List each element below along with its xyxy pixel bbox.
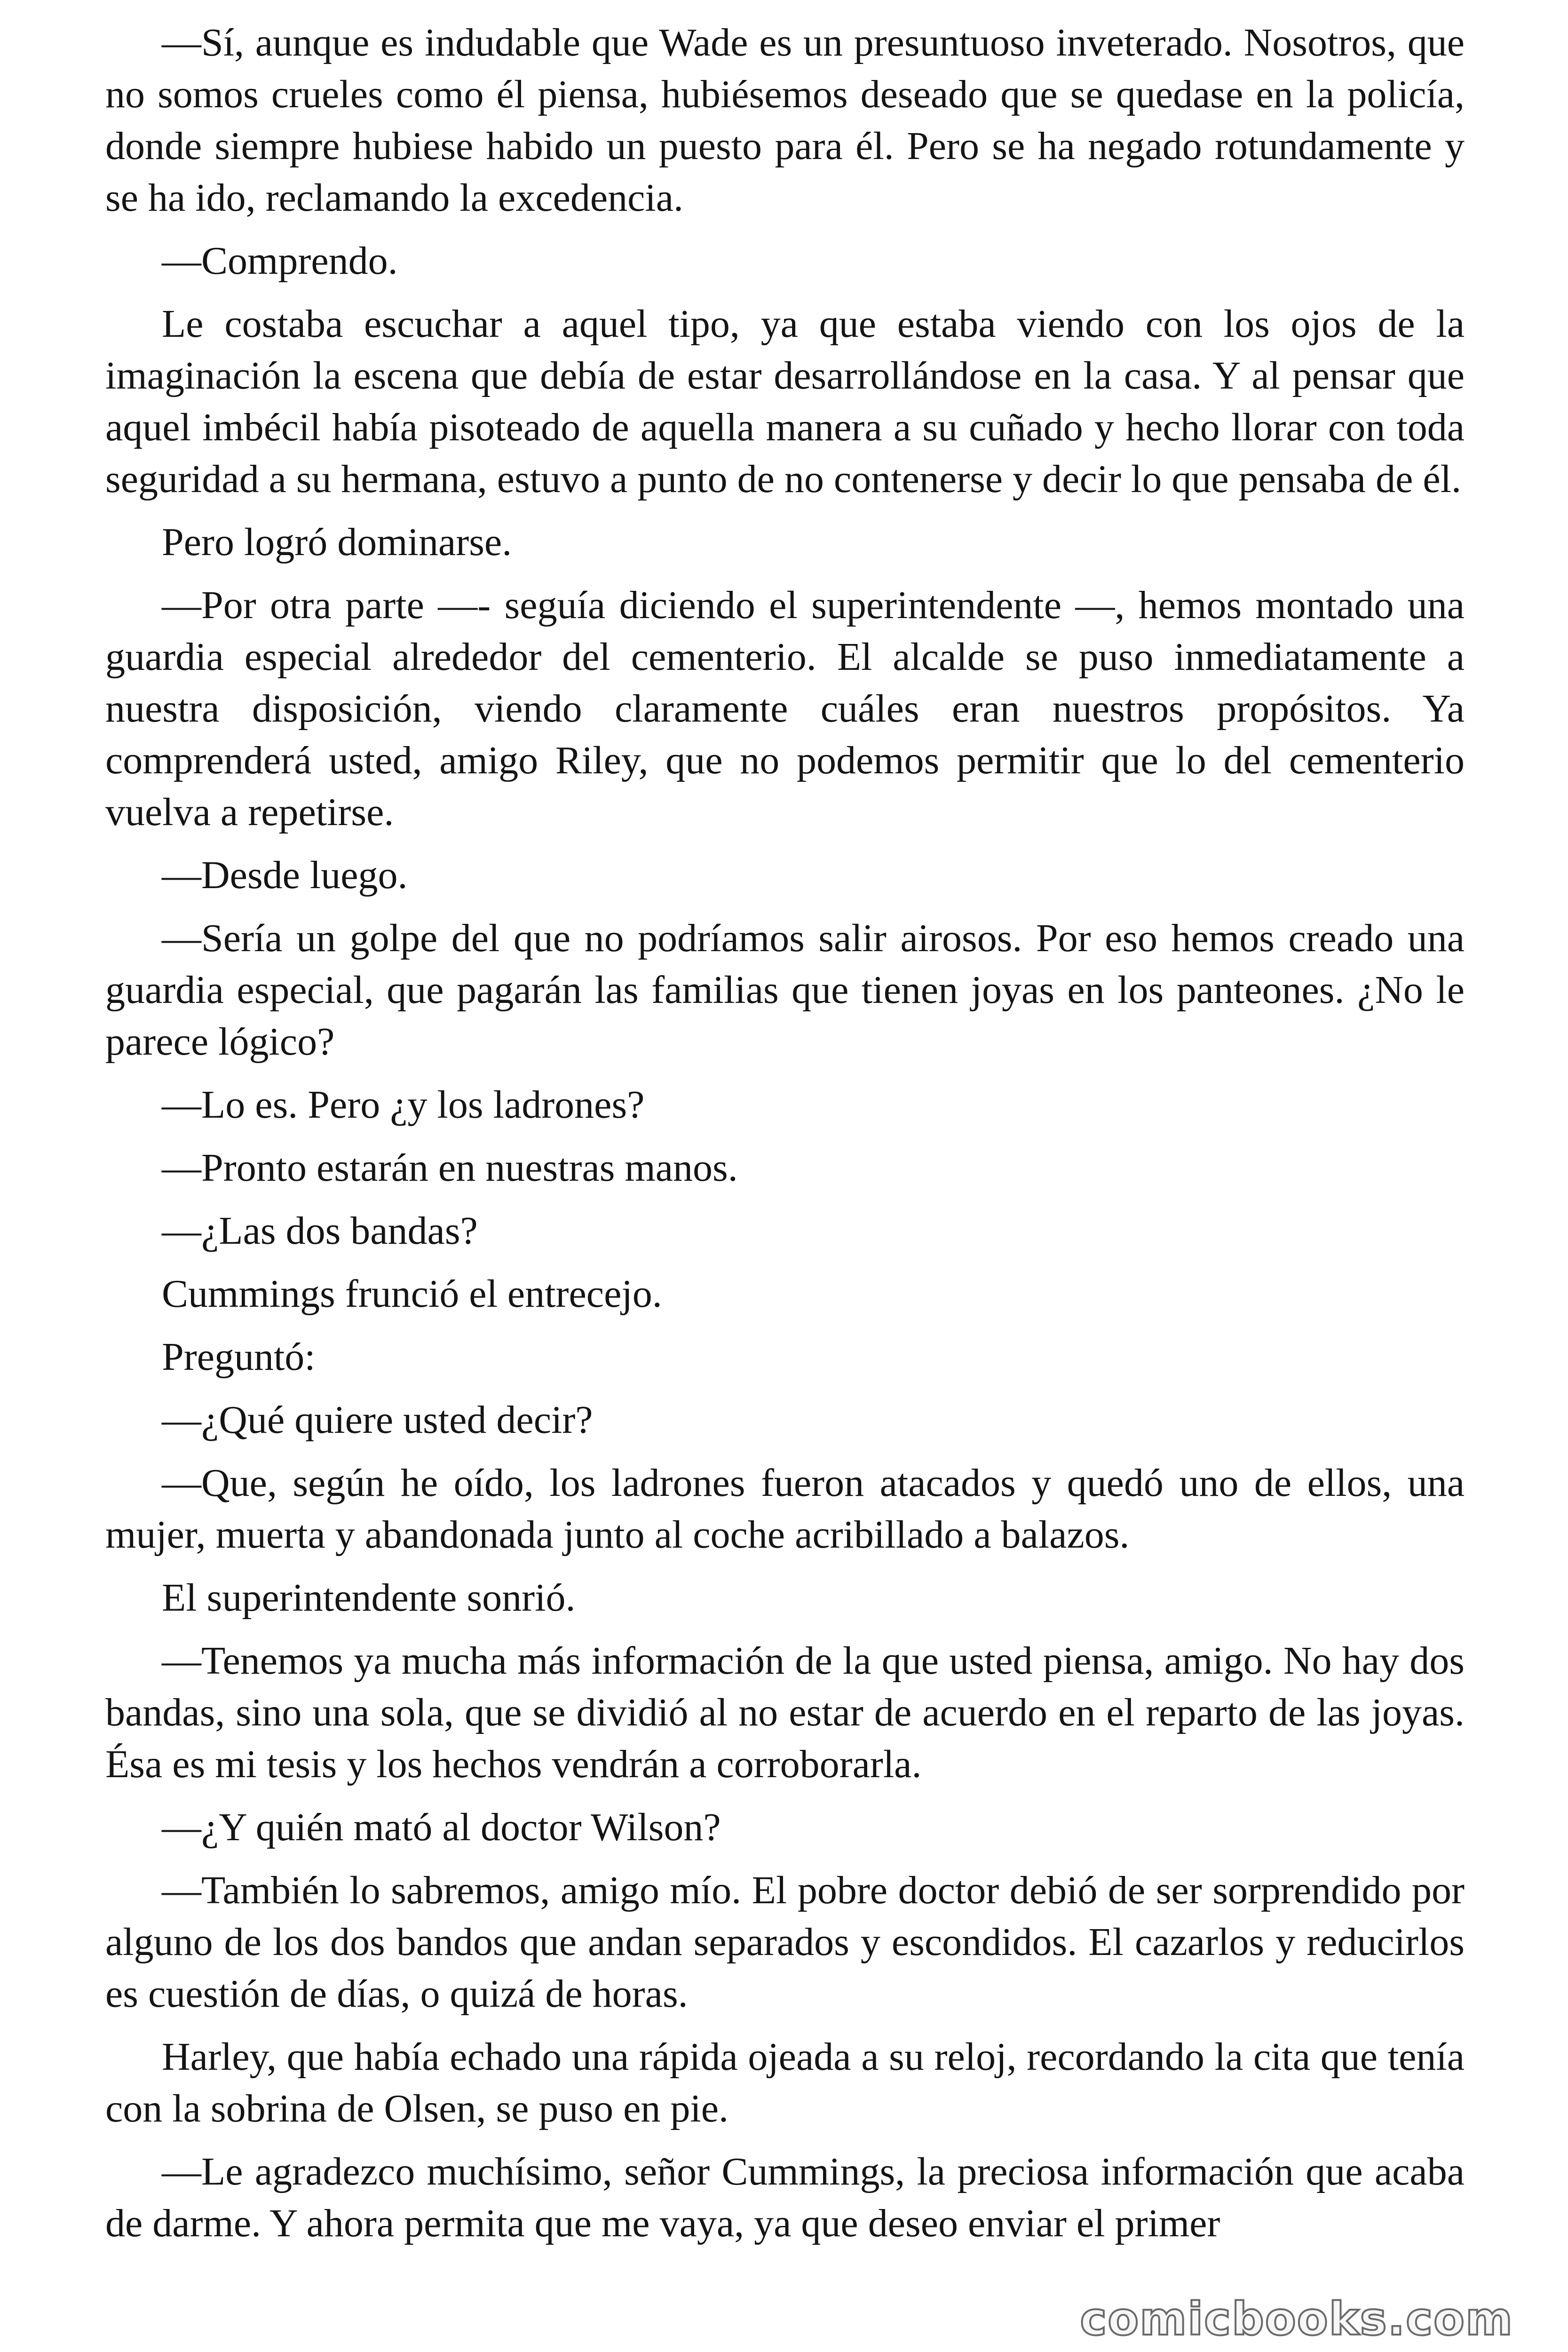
paragraph: Cummings frunció el entrecejo. <box>162 1272 662 1316</box>
paragraph: —Tenemos ya mucha más información de la que usted piensa, amigo. No hay dos bandas, sino una sola, que se dividió al no estar de acuerdo en el reparto de las joyas. Ésa es mi tesis y los hechos vendrán a corroborarla. <box>105 1639 1465 1786</box>
paragraph: —Sí, aunque es indudable que Wade es un presuntuoso inveterado. Nosotros, que no somos crueles como él piensa, hubiésemos deseado que se quedase en la policía, donde siempre hubiese habido un puesto para él. Pero se ha negado rotundamente y se ha ido, reclamando la excedencia. <box>105 21 1465 220</box>
paragraph: —Le agradezco muchísimo, señor Cummings, la preciosa información que acaba de darme. Y ahora permita que me vaya, ya que deseo enviar el primer <box>105 2150 1465 2245</box>
paragraph: —Desde luego. <box>162 853 408 897</box>
paragraph: —Comprendo. <box>162 239 398 283</box>
paragraph: —Sería un golpe del que no podríamos salir airosos. Por eso hemos creado una guardia especial, que pagarán las familias que tienen joyas en los panteones. ¿No le parece lógico? <box>105 916 1465 1064</box>
paragraph: Preguntó: <box>162 1335 316 1379</box>
paragraph: —Que, según he oído, los ladrones fueron atacados y quedó uno de ellos, una mujer, muerta y abandonada junto al coche acribillado a balazos. <box>105 1461 1465 1557</box>
paragraph: —Por otra parte —- seguía diciendo el superintendente —, hemos montado una guardia especial alrededor del cementerio. El alcalde se puso inmediatamente a nuestra disposición, viendo claramente cuáles eran nuestros propósitos. Ya comprenderá usted, amigo Riley, que no podemos permitir que lo del cementerio vuelva a repetirse. <box>105 583 1465 834</box>
paragraph: Le costaba escuchar a aquel tipo, ya que estaba viendo con los ojos de la imaginación la escena que debía de estar desarrollándose en la casa. Y al pensar que aquel imbécil había pisoteado de aquella manera a su cuñado y hecho llorar con toda seguridad a su hermana, estuvo a punto de no contenerse y decir lo que pensaba de él. <box>105 302 1465 501</box>
paragraph: Harley, que había echado una rápida ojeada a su reloj, recordando la cita que tenía con la sobrina de Olsen, se puso en pie. <box>105 2035 1465 2130</box>
body-text <box>105 17 1465 2261</box>
paragraph: —¿Qué quiere usted decir? <box>162 1398 593 1442</box>
paragraph: El superintendente sonrió. <box>162 1576 576 1620</box>
paragraph: —Pronto estarán en nuestras manos. <box>162 1146 738 1190</box>
paragraph: Pero logró dominarse. <box>162 520 512 564</box>
paragraph: —También lo sabremos, amigo mío. El pobre doctor debió de ser sorprendido por alguno de los dos bandos que andan separados y escondidos. El cazarlos y reducirlos es cuestión de días, o quizá de horas. <box>105 1868 1465 2016</box>
watermark: comicbooks.com <box>1074 2291 1519 2347</box>
paragraph: —¿Y quién mató al doctor Wilson? <box>162 1805 721 1849</box>
paragraph: —¿Las dos bandas? <box>162 1209 478 1253</box>
paragraph: —Lo es. Pero ¿y los ladrones? <box>162 1083 645 1127</box>
